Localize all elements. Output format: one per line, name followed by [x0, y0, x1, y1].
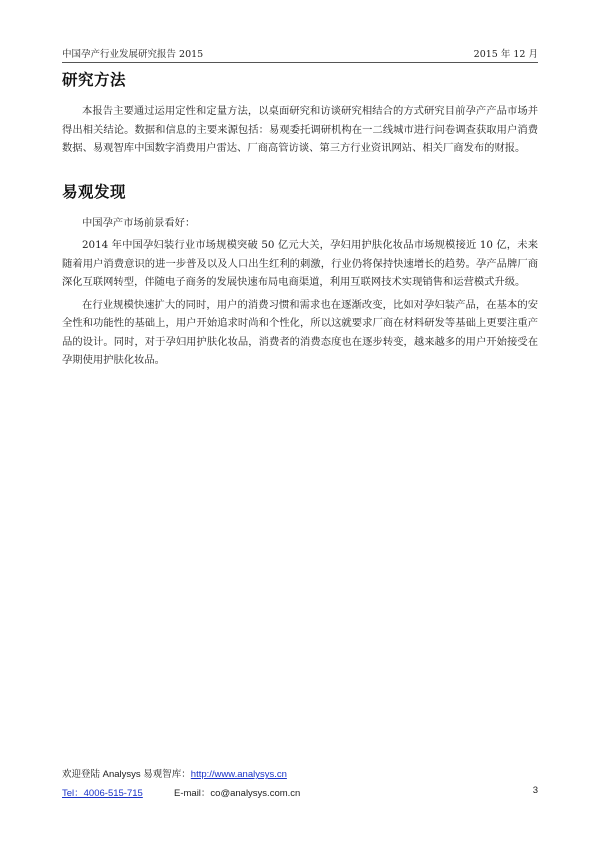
findings-paragraph-market: 2014 年中国孕妇装行业市场规模突破 50 亿元大关，孕妇用护肤化妆品市场规模接近 10 亿，未来随着用户消费意识的进一步普及以及人口出生红利的刺激，行业仍将保持快速增长的趋势。孕产品牌厂商深化互联网转型，伴随电子商务的发展快速布局电商渠道，利用互联网技术实现销售和运营模式升级。 — [62, 239, 538, 288]
section-title-research-method: 研究方法 — [62, 71, 127, 89]
footer-welcome-line — [62, 766, 538, 782]
research-method-paragraph: 本报告主要通过运用定性和定量方法，以桌面研究和访谈研究相结合的方式研究目前孕产产品市场并得出相关结论。数据和信息的主要来源包括：易观委托调研机构在一二线城市进行问卷调查获取用户消费数据、易观智库中国数字消费用户雷达、厂商高管访谈、第三方行业资讯网站、相关厂商发布的财报。 — [62, 105, 538, 154]
footer-contact-line — [62, 785, 538, 801]
findings-intro: 中国孕产市场前景看好： — [82, 216, 196, 229]
page-content — [62, 62, 538, 370]
footer-email: E-mail：co@analysys.com.cn — [174, 788, 301, 799]
header-report-title: 中国孕产行业发展研究报告 2015 — [62, 49, 204, 60]
footer-website-link[interactable]: http://www.analysys.cn — [190, 769, 287, 780]
page-footer — [62, 766, 538, 801]
header-date: 2015 年 12 月 — [473, 49, 538, 60]
section-title-findings: 易观发现 — [62, 182, 127, 201]
findings-paragraph-consumers: 在行业规模快速扩大的同时，用户的消费习惯和需求也在逐渐改变，比如对孕妇装产品，在基本的安全性和功能性的基础上，用户开始追求时尚和个性化，所以这就要求厂商在材料研发等基础上更要注重产品的设计。同时，对于孕妇用护肤化妆品，消费者的消费态度也在逐步转变，越来越多的用户开始接受在孕期使用护肤化妆品。 — [62, 298, 538, 366]
page-header — [62, 46, 538, 63]
footer-welcome-text: 欢迎登陆 Analysys 易观智库： — [62, 769, 191, 780]
footer-tel-link[interactable]: Tel：4006-515-715 — [62, 788, 143, 799]
page-number: 3 — [532, 785, 538, 796]
